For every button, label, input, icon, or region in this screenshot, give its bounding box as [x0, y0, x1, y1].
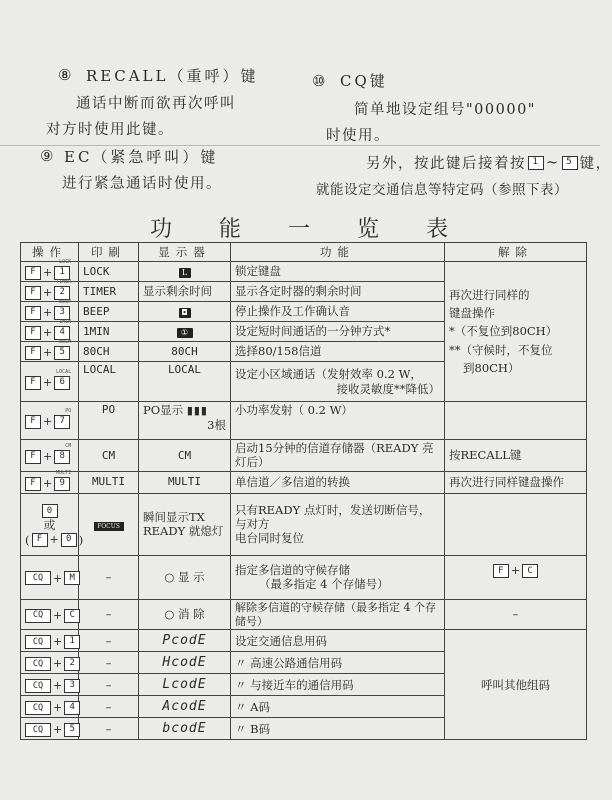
- operation-cell: [21, 471, 79, 493]
- function-cell: 解除多信道的守候存储（最多指定 4 个存储号）: [231, 599, 445, 630]
- item-9-number: ⑨: [40, 147, 54, 165]
- header-release: 解除: [445, 243, 587, 262]
- header-print: 印刷: [79, 243, 139, 262]
- display-cell: HcodE: [139, 652, 231, 674]
- cq-key-icon: CQ: [25, 571, 51, 585]
- table-row: [21, 402, 587, 440]
- f-key-icon: F: [25, 376, 41, 390]
- f-key-icon: F: [25, 266, 41, 280]
- release-cell: 按RECALL键: [445, 440, 587, 472]
- function-cell: 锁定键盘: [231, 262, 445, 282]
- plus-sign: +: [43, 375, 53, 389]
- release-cell: [445, 555, 587, 599]
- release-cell: [445, 262, 587, 402]
- plus-sign: +: [53, 608, 63, 622]
- print-cell: 80CH: [79, 342, 139, 362]
- title-char: 能: [218, 217, 243, 242]
- operation-cell: [21, 630, 79, 652]
- function-cell: 〃 A码: [231, 696, 445, 718]
- number-key-icon: 6 LOCAL: [54, 376, 70, 390]
- item-10-line-3-end: 键，: [579, 156, 612, 172]
- print-cell: 1MIN: [79, 322, 139, 342]
- function-cell: 小功率发射（ 0.2 W）: [231, 402, 445, 440]
- item-8-line-1: 通话中断而欲再次呼叫: [76, 96, 236, 112]
- function-cell: 显示各定时器的剩余时间: [231, 282, 445, 302]
- number-key-icon: 3 BEEP: [54, 306, 70, 320]
- display-cell: MULTI: [139, 471, 231, 493]
- table-row: [21, 630, 587, 652]
- function-cell: [231, 362, 445, 402]
- signal-bars-icon: ▮▮▮: [186, 404, 208, 417]
- c-key-icon: C: [64, 609, 80, 623]
- function-cell: [231, 555, 445, 599]
- display-cell: bcodE: [139, 718, 231, 740]
- display-line: READY 就熄灯: [143, 524, 224, 539]
- key-5-icon: 5: [562, 156, 578, 170]
- operation-cell: [21, 652, 79, 674]
- lock-display-icon: L: [179, 268, 191, 278]
- function-line: 指定多信道的守候存储: [235, 562, 350, 577]
- operation-cell: 0 或 ( F + 0 ): [21, 493, 79, 555]
- f-key-icon: F: [25, 326, 41, 340]
- header-operation: 操作: [21, 243, 79, 262]
- print-cell: PO: [79, 402, 139, 440]
- print-cell: MULTI: [79, 471, 139, 493]
- cq-key-icon: CQ: [25, 657, 51, 671]
- item-9-heading: EC（紧急呼叫）键: [64, 148, 219, 166]
- release-line: 再次进行同样的: [449, 287, 530, 302]
- display-cell: ○ 显 示: [139, 555, 231, 599]
- table-header-row: [21, 243, 587, 262]
- display-cell: LcodE: [139, 674, 231, 696]
- operation-cell: [21, 555, 79, 599]
- plus-sign: +: [43, 414, 53, 428]
- cq-key-icon: CQ: [25, 635, 51, 649]
- item-10-line-1: 简单地设定组号"00000": [354, 102, 536, 118]
- plus-sign: +: [53, 571, 63, 585]
- display-cell: [139, 493, 231, 555]
- item-8-number: ⑧: [58, 66, 72, 84]
- f-key-icon: F: [25, 286, 41, 300]
- display-cell: AcodE: [139, 696, 231, 718]
- beep-display-icon: ◘: [179, 308, 191, 318]
- function-line: （最多指定 4 个存储号）: [259, 577, 389, 592]
- focus-print-icon: FOCUS: [94, 522, 124, 531]
- release-cell: 呼叫其他组码: [445, 630, 587, 740]
- print-cell: TIMER: [79, 282, 139, 302]
- cq-key-icon: CQ: [25, 723, 51, 737]
- plus-sign: +: [43, 476, 53, 490]
- operation-cell: [21, 402, 79, 440]
- operation-cell: [21, 718, 79, 740]
- function-cell: 选择80/158信道: [231, 342, 445, 362]
- number-key-icon: 4 1MIN: [54, 326, 70, 340]
- display-cell: LOCAL: [139, 362, 231, 402]
- display-cell: ○ 消 除: [139, 599, 231, 630]
- number-key-icon: 5: [64, 723, 80, 737]
- plus-sign: +: [43, 449, 53, 463]
- item-10-number: ⑩: [312, 72, 326, 90]
- display-line: 瞬间显示TX: [143, 509, 205, 524]
- title-char: 功: [150, 217, 175, 242]
- release-line: **（守候时，不复位: [449, 342, 553, 357]
- key-1-icon: 1: [528, 156, 544, 170]
- zero-key-icon: 0: [42, 504, 58, 518]
- plus-sign: +: [43, 345, 53, 359]
- print-cell: –: [79, 674, 139, 696]
- number-key-icon: 9 MULTI: [54, 477, 70, 491]
- number-key-icon: 1 LOCK: [54, 266, 70, 280]
- table-row: [21, 493, 587, 555]
- table-row: [21, 262, 587, 282]
- print-cell: –: [79, 555, 139, 599]
- print-cell: LOCAL: [79, 362, 139, 402]
- release-line: *（不复位到80CH）: [449, 324, 558, 339]
- f-key-icon: F: [493, 564, 509, 578]
- print-cell: –: [79, 599, 139, 630]
- f-key-icon: F: [25, 477, 41, 491]
- display-cell: [139, 402, 231, 440]
- function-line: 只有READY 点灯时，发送切断信号，与对方: [235, 502, 431, 532]
- release-line: 到80CH）: [463, 361, 520, 376]
- function-cell: 启动15分钟的信道存储器（READY 亮灯后）: [231, 440, 445, 472]
- function-cell: 停止操作及工作确认音: [231, 302, 445, 322]
- f-key-icon: F: [25, 415, 41, 429]
- release-cell: –: [445, 599, 587, 630]
- print-cell: [79, 493, 139, 555]
- item-10-line-3-text: 另外，按此键后接着按: [366, 156, 526, 172]
- item-10-line-4: 就能设定交通信息等特定码（参照下表）: [316, 182, 568, 198]
- c-key-icon: C: [522, 564, 538, 578]
- plus-sign: +: [53, 701, 63, 714]
- operation-cell: [21, 440, 79, 472]
- number-key-icon: 2: [64, 657, 80, 671]
- header-display: 显示器: [139, 243, 231, 262]
- print-cell: LOCK: [79, 262, 139, 282]
- f-key-icon: F: [25, 306, 41, 320]
- plus-sign: +: [43, 265, 53, 279]
- print-cell: –: [79, 630, 139, 652]
- function-line: 接收灵敏度**降低）: [336, 381, 440, 396]
- release-cell: [445, 402, 587, 440]
- plus-sign: +: [43, 325, 53, 339]
- number-key-icon: 8 CM: [54, 450, 70, 464]
- item-10-tilde: ~: [546, 154, 560, 171]
- title-char: 览: [356, 217, 381, 242]
- or-text: 或: [43, 518, 56, 533]
- function-cell: 〃 高速公路通信用码: [231, 652, 445, 674]
- item-8-heading: RECALL（重呼）键: [86, 67, 259, 85]
- item-10-line-2: 时使用。: [326, 128, 390, 144]
- print-cell: –: [79, 718, 139, 740]
- operation-cell: [21, 599, 79, 630]
- title-char: 一: [287, 217, 312, 242]
- plus-sign: +: [53, 657, 63, 670]
- cq-key-icon: CQ: [25, 701, 51, 715]
- f-key-icon: F: [25, 346, 41, 360]
- operation-cell: [21, 696, 79, 718]
- function-cell: 单信道／多信道的转换: [231, 471, 445, 493]
- item-8-line-2: 对方时使用此键。: [46, 122, 174, 138]
- table-row: [21, 440, 587, 472]
- display-cell: [139, 262, 231, 282]
- operation-cell: [21, 338, 79, 362]
- table-row: [21, 599, 587, 630]
- header-function: 功能: [231, 243, 445, 262]
- display-cell: 显示剩余时间: [139, 282, 231, 302]
- function-cell: 〃 与接近车的通信用码: [231, 674, 445, 696]
- function-cell: 设定短时间通话的一分钟方式*: [231, 322, 445, 342]
- zero-key-icon: 0: [61, 533, 77, 547]
- f-key-icon: F: [25, 450, 41, 464]
- table-row: [21, 471, 587, 493]
- item-10-line-3: [366, 152, 612, 173]
- f-key-icon: F: [32, 533, 48, 547]
- function-line: 设定小区域通话（发射效率 0.2 W，: [235, 367, 422, 382]
- function-cell: 〃 B码: [231, 718, 445, 740]
- m-key-icon: M: [64, 571, 80, 585]
- function-table: [20, 242, 587, 740]
- plus-sign: +: [510, 564, 521, 578]
- cq-key-icon: CQ: [25, 679, 51, 693]
- display-cell: CM: [139, 440, 231, 472]
- function-cell: [231, 493, 445, 555]
- display-cell: PcodE: [139, 630, 231, 652]
- operation-cell: [21, 362, 79, 402]
- plus-sign: +: [49, 532, 59, 546]
- display-line: PO显示: [143, 403, 184, 417]
- cq-key-icon: CQ: [25, 609, 51, 623]
- plus-sign: +: [43, 285, 53, 299]
- plus-sign: +: [53, 679, 63, 692]
- plus-sign: +: [43, 305, 53, 319]
- title-char: 表: [425, 217, 450, 242]
- number-key-icon: 5 80CH: [54, 346, 70, 360]
- item-9-line-1: 进行紧急通话时使用。: [62, 176, 222, 192]
- function-line: 电台同时复位: [235, 531, 304, 546]
- number-key-icon: 3: [64, 679, 80, 693]
- plus-sign: +: [53, 635, 63, 648]
- display-cell: [139, 302, 231, 322]
- table-row: [21, 555, 587, 599]
- one-minute-display-icon: ①: [177, 328, 193, 338]
- display-line: 3根: [207, 417, 226, 432]
- display-cell: 80CH: [139, 342, 231, 362]
- plus-sign: +: [53, 723, 63, 736]
- number-key-icon: 2 TIMER: [54, 286, 70, 300]
- print-cell: –: [79, 696, 139, 718]
- release-cell: 再次进行同样键盘操作: [445, 471, 587, 493]
- release-line: 键盘操作: [449, 305, 495, 320]
- display-cell: [139, 322, 231, 342]
- print-cell: –: [79, 652, 139, 674]
- release-cell: [445, 493, 587, 555]
- print-cell: BEEP: [79, 302, 139, 322]
- number-key-icon: 1: [64, 635, 80, 649]
- operation-cell: [21, 674, 79, 696]
- print-cell: CM: [79, 440, 139, 472]
- function-cell: 设定交通信息用码: [231, 630, 445, 652]
- item-10-heading: CQ键: [340, 72, 388, 90]
- number-key-icon: 7 PO: [54, 415, 70, 429]
- table-title: [150, 212, 450, 243]
- number-key-icon: 4: [64, 701, 80, 715]
